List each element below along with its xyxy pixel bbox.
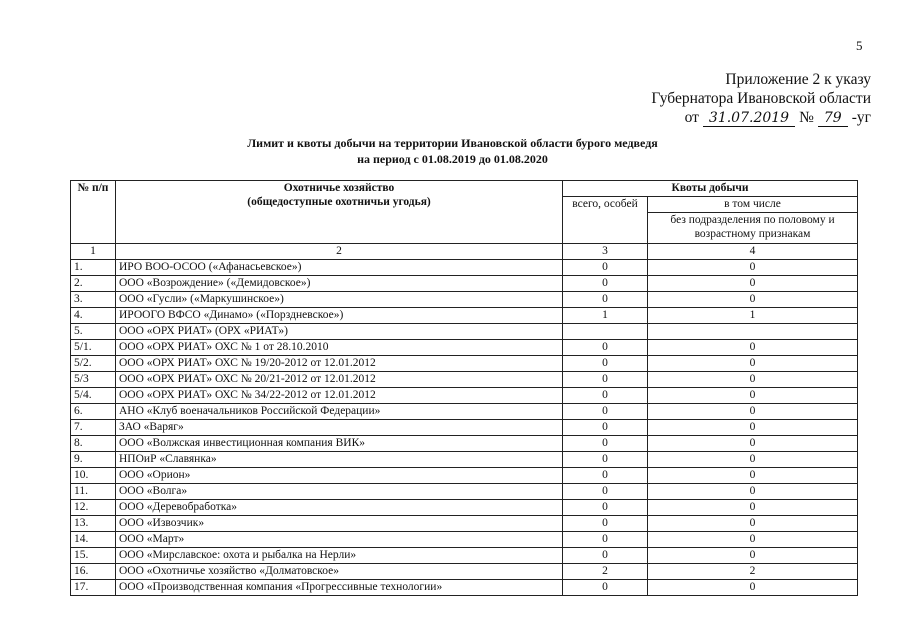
row-total: 0: [563, 516, 648, 532]
decree-number: 79: [818, 110, 848, 127]
row-name: ООО «ОРХ РИАТ» ОХС № 34/22-2012 от 12.01.2012: [116, 388, 563, 404]
table-row: [71, 468, 858, 484]
appendix-line1: Приложение 2 к указу: [725, 71, 871, 88]
row-num: 5/4.: [71, 388, 116, 404]
row-num: 5/3: [71, 372, 116, 388]
row-name: ЗАО «Варяг»: [116, 420, 563, 436]
table-row: [71, 388, 858, 404]
row-num: 6.: [71, 404, 116, 420]
row-sub-quota: 0: [648, 484, 858, 500]
row-num: 2.: [71, 276, 116, 292]
row-num: 15.: [71, 548, 116, 564]
table-row: [71, 404, 858, 420]
row-total: 0: [563, 340, 648, 356]
row-total: 0: [563, 372, 648, 388]
row-name: ООО «Мирславское: охота и рыбалка на Нерли»: [116, 548, 563, 564]
row-sub-quota: 0: [648, 388, 858, 404]
row-num: 14.: [71, 532, 116, 548]
header-including: в том числе: [648, 197, 858, 213]
appendix-line2: Губернатора Ивановской области: [651, 90, 871, 107]
title-line1: Лимит и квоты добычи на территории Ивановской области бурого медведя: [247, 136, 658, 150]
row-sub-quota: 0: [648, 436, 858, 452]
row-total: 0: [563, 356, 648, 372]
appendix-line3: [651, 108, 871, 127]
row-sub-quota: 0: [648, 276, 858, 292]
table-row: [71, 484, 858, 500]
table-row: [71, 452, 858, 468]
row-total: 0: [563, 436, 648, 452]
row-num: 5/1.: [71, 340, 116, 356]
row-name: НПОиР «Славянка»: [116, 452, 563, 468]
table-row: [71, 340, 858, 356]
row-num: 8.: [71, 436, 116, 452]
row-total: 0: [563, 500, 648, 516]
row-sub-quota: 0: [648, 500, 858, 516]
row-total: 0: [563, 452, 648, 468]
row-sub-quota: [648, 324, 858, 340]
table-row: [71, 356, 858, 372]
table-row: [71, 324, 858, 340]
row-total: 0: [563, 580, 648, 596]
row-sub-quota: 0: [648, 292, 858, 308]
decree-suffix: -уг: [851, 109, 871, 126]
row-num: 7.: [71, 420, 116, 436]
row-num: 4.: [71, 308, 116, 324]
row-total: 1: [563, 308, 648, 324]
row-name: ООО «Охотничье хозяйство «Долматовское»: [116, 564, 563, 580]
row-total: 0: [563, 484, 648, 500]
row-name: ООО «Волга»: [116, 484, 563, 500]
title-line2: на период с 01.08.2019 до 01.08.2020: [357, 152, 548, 166]
row-total: 0: [563, 292, 648, 308]
row-sub-quota: 0: [648, 404, 858, 420]
table-row: [71, 436, 858, 452]
row-sub-quota: 0: [648, 340, 858, 356]
quota-table: [70, 180, 858, 596]
row-num: 13.: [71, 516, 116, 532]
header-hunting-ground: Охотничье хозяйство (общедоступные охотничьи угодья): [116, 181, 563, 244]
header-without-division: без подразделения по половому и возрастному признакам: [648, 213, 858, 244]
row-total: 0: [563, 420, 648, 436]
row-sub-quota: 0: [648, 516, 858, 532]
document-title: [0, 135, 905, 167]
row-name: ООО «Извозчик»: [116, 516, 563, 532]
row-num: 5.: [71, 324, 116, 340]
from-label: от: [684, 109, 699, 126]
row-total: [563, 324, 648, 340]
number-label: №: [799, 109, 814, 126]
row-num: 1.: [71, 260, 116, 276]
table-row: [71, 516, 858, 532]
appendix-reference: [651, 70, 871, 127]
row-total: 0: [563, 388, 648, 404]
row-num: 10.: [71, 468, 116, 484]
table-row: [71, 276, 858, 292]
row-sub-quota: 0: [648, 356, 858, 372]
header-quotas: Квоты добычи: [563, 181, 858, 197]
row-sub-quota: 0: [648, 468, 858, 484]
table-row: [71, 564, 858, 580]
row-sub-quota: 0: [648, 420, 858, 436]
row-num: 9.: [71, 452, 116, 468]
row-sub-quota: 0: [648, 260, 858, 276]
table-row: [71, 580, 858, 596]
row-sub-quota: 0: [648, 372, 858, 388]
row-name: ООО «Деревобработка»: [116, 500, 563, 516]
header-total: всего, особей: [563, 197, 648, 244]
table-row: [71, 260, 858, 276]
row-total: 0: [563, 260, 648, 276]
column-index-row: 1 2 3 4: [71, 244, 858, 260]
row-name: ИРО ВОО-ОСОО («Афанасьевское»): [116, 260, 563, 276]
row-sub-quota: 0: [648, 532, 858, 548]
table-row: [71, 548, 858, 564]
row-name: ООО «Производственная компания «Прогрессивные технологии»: [116, 580, 563, 596]
row-name: ООО «Гусли» («Маркушинское»): [116, 292, 563, 308]
row-sub-quota: 2: [648, 564, 858, 580]
table-row: [71, 500, 858, 516]
row-name: ООО «Возрождение» («Демидовское»): [116, 276, 563, 292]
decree-date: 31.07.2019: [703, 110, 795, 127]
table-row: [71, 308, 858, 324]
table-row: [71, 372, 858, 388]
row-total: 2: [563, 564, 648, 580]
row-total: 0: [563, 548, 648, 564]
row-sub-quota: 0: [648, 452, 858, 468]
header-num: № п/п: [71, 181, 116, 244]
row-sub-quota: 0: [648, 548, 858, 564]
row-total: 0: [563, 276, 648, 292]
row-name: ООО «Март»: [116, 532, 563, 548]
row-name: ООО «ОРХ РИАТ» ОХС № 19/20-2012 от 12.01.2012: [116, 356, 563, 372]
row-num: 17.: [71, 580, 116, 596]
row-sub-quota: 1: [648, 308, 858, 324]
row-num: 5/2.: [71, 356, 116, 372]
table-row: [71, 420, 858, 436]
row-num: 12.: [71, 500, 116, 516]
table-row: [71, 532, 858, 548]
page-number: 5: [856, 38, 863, 53]
row-total: 0: [563, 532, 648, 548]
row-name: ООО «Орион»: [116, 468, 563, 484]
row-num: 11.: [71, 484, 116, 500]
row-name: ООО «ОРХ РИАТ» (ОРХ «РИАТ»): [116, 324, 563, 340]
row-num: 16.: [71, 564, 116, 580]
row-total: 0: [563, 468, 648, 484]
row-name: ООО «Волжская инвестиционная компания ВИК»: [116, 436, 563, 452]
row-num: 3.: [71, 292, 116, 308]
row-name: ИРООГО ВФСО «Динамо» («Порздневское»): [116, 308, 563, 324]
row-sub-quota: 0: [648, 580, 858, 596]
row-name: ООО «ОРХ РИАТ» ОХС № 1 от 28.10.2010: [116, 340, 563, 356]
row-total: 0: [563, 404, 648, 420]
row-name: ООО «ОРХ РИАТ» ОХС № 20/21-2012 от 12.01.2012: [116, 372, 563, 388]
table-row: [71, 292, 858, 308]
row-name: АНО «Клуб военачальников Российской Федерации»: [116, 404, 563, 420]
